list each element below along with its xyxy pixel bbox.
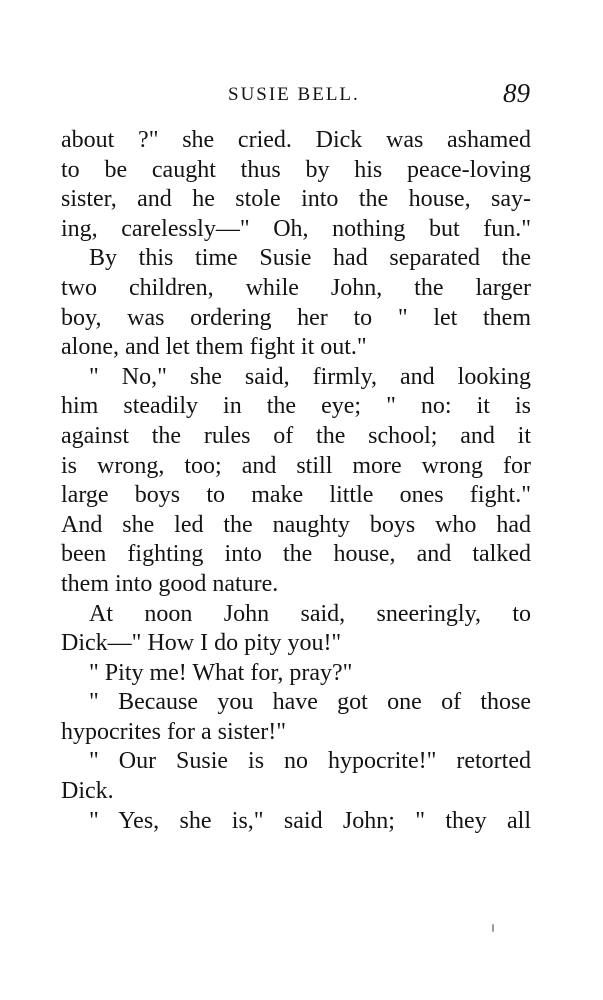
text-line: " Yes, she is," said John; " they all <box>89 807 531 834</box>
text-line: about ?" she cried. Dick was ashamed <box>61 127 531 153</box>
text-line: " No," she said, firmly, and looking <box>89 363 531 390</box>
running-head <box>60 78 533 110</box>
text-line: alone, and let them fight it out." <box>61 334 367 361</box>
text-line: them into good nature. <box>61 570 279 597</box>
text-line: By this time Susie had separated the <box>89 245 531 272</box>
text-line: boy, was ordering her to " let them <box>61 304 531 331</box>
text-line: " Pity me! What for, pray?" <box>89 659 353 686</box>
text-line: Dick—" How I do pity you!" <box>61 630 342 657</box>
text-line: At noon John said, sneeringly, to <box>89 600 531 627</box>
text-line: ing, carelessly—" Oh, nothing but fun." <box>61 215 531 242</box>
text-line: " Because you have got one of those <box>89 689 531 716</box>
text-line: Dick. <box>61 778 114 805</box>
text-line: large boys to make little ones fight." <box>61 482 531 509</box>
text-line: hypocrites for a sister!" <box>61 718 287 745</box>
running-title: SUSIE BELL. <box>228 84 360 105</box>
text-line: to be caught thus by his peace-loving <box>61 156 531 183</box>
text-line: " Our Susie is no hypocrite!" retorted <box>89 748 531 775</box>
text-line: is wrong, too; and still more wrong for <box>61 452 531 479</box>
text-line: sister, and he stole into the house, say- <box>61 186 531 213</box>
text-line: And she led the naughty boys who had <box>61 511 531 538</box>
text-line: been fighting into the house, and talked <box>61 541 531 568</box>
text-line: two children, while John, the larger <box>61 274 531 301</box>
text-line: him steadily in the eye; " no: it is <box>61 393 531 420</box>
page-number: 89 <box>503 78 530 108</box>
print-speck <box>492 924 494 932</box>
body-text <box>61 126 531 836</box>
text-line: against the rules of the school; and it <box>61 422 531 449</box>
